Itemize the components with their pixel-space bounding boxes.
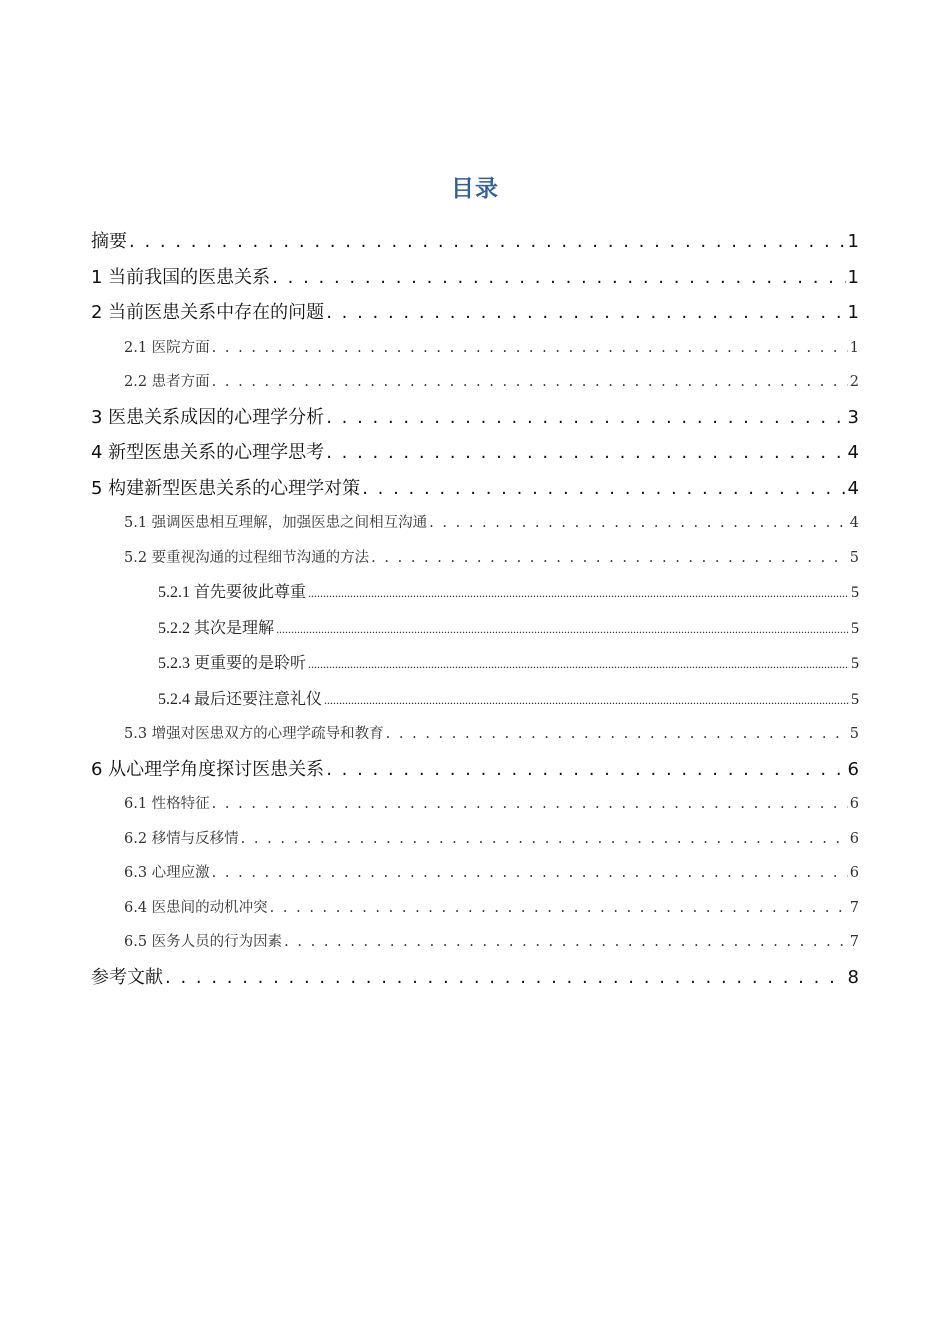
- toc-entry-subsection-5-2-4[interactable]: [91, 682, 859, 718]
- toc-entry-section-5-3[interactable]: [91, 717, 859, 752]
- toc-page-number: 2: [849, 374, 859, 390]
- dot-leader: [270, 891, 848, 926]
- toc-entry-label: 6.3 心理应激: [124, 865, 210, 881]
- toc-page-number: 5: [851, 655, 859, 672]
- table-of-contents: [91, 224, 859, 995]
- toc-entry-section-6-1[interactable]: [91, 787, 859, 822]
- toc-entry-subsection-5-2-2[interactable]: [91, 611, 859, 647]
- toc-entry-section-6-3[interactable]: [91, 856, 859, 891]
- dot-leader: [362, 471, 845, 507]
- toc-entry-abstract[interactable]: [91, 224, 859, 260]
- dot-leader: [212, 331, 848, 366]
- toc-entry-section-5-1[interactable]: [91, 506, 859, 541]
- toc-page-number: 4: [847, 477, 859, 499]
- toc-entry-label: 6.2 移情与反移情: [124, 830, 239, 847]
- toc-page-number: 1: [847, 266, 859, 288]
- toc-entry-label: 6 从心理学角度探讨医患关系: [91, 758, 325, 780]
- dot-leader: [326, 400, 845, 436]
- toc-entry-label: 5.2.4 最后还要注意礼仪: [158, 690, 323, 708]
- toc-entry-chapter-5[interactable]: [91, 471, 859, 507]
- toc-entry-label: 5.1 强调医患相互理解，加强医患之间相互沟通: [124, 515, 428, 531]
- dot-leader: [308, 646, 849, 682]
- toc-entry-label: 参考文献: [91, 966, 163, 988]
- dot-leader: [212, 787, 848, 822]
- dot-leader: [324, 682, 849, 718]
- dot-leader: [212, 365, 848, 400]
- toc-entry-label: 2 当前医患关系中存在的问题: [91, 302, 325, 323]
- toc-entry-label: 6.5 医务人员的行为因素: [124, 934, 283, 950]
- toc-entry-label: 3 医患关系成因的心理学分析: [91, 406, 325, 428]
- toc-page-number: 7: [849, 899, 859, 916]
- dot-leader: [386, 717, 848, 752]
- toc-entry-chapter-6[interactable]: [91, 752, 859, 788]
- toc-entry-label: 5.2.1 首先要彼此尊重: [158, 584, 307, 601]
- toc-entry-chapter-3[interactable]: [91, 400, 859, 436]
- toc-page-number: 4: [847, 442, 859, 463]
- toc-entry-label: 6.4 医患间的动机冲突: [124, 899, 268, 916]
- toc-page-number: 5: [849, 549, 859, 566]
- dot-leader: [129, 224, 846, 260]
- toc-entry-section-5-2[interactable]: [91, 541, 859, 576]
- dot-leader: [284, 925, 848, 960]
- dot-leader: [326, 752, 845, 788]
- toc-page-number: 8: [847, 966, 859, 988]
- toc-entry-label: 5.2.3 更重要的是聆听: [158, 655, 307, 672]
- dot-leader: [429, 506, 848, 541]
- toc-page-number: 5: [851, 690, 859, 708]
- toc-page-number: 5: [851, 584, 859, 601]
- toc-entry-label: 5.3 增强对医患双方的心理学疏导和教育: [124, 726, 384, 742]
- toc-entry-section-6-4[interactable]: [91, 891, 859, 926]
- toc-entry-label: 摘要: [91, 231, 127, 252]
- toc-page-number: 1: [849, 339, 859, 356]
- dot-leader: [165, 960, 846, 996]
- toc-entry-references[interactable]: [91, 960, 859, 996]
- toc-entry-chapter-4[interactable]: [91, 435, 859, 471]
- toc-page-number: 4: [849, 515, 859, 531]
- toc-entry-label: 5.2 要重视沟通的过程细节沟通的方法: [124, 549, 370, 566]
- toc-entry-label: 2.1 医院方面: [124, 339, 210, 356]
- dot-leader: [241, 822, 848, 857]
- toc-page-number: 3: [847, 406, 859, 428]
- toc-entry-subsection-5-2-1[interactable]: [91, 575, 859, 611]
- dot-leader: [308, 575, 849, 611]
- toc-page-number: 1: [847, 231, 859, 252]
- toc-entry-chapter-2[interactable]: [91, 295, 859, 331]
- toc-entry-label: 4 新型医患关系的心理学思考: [91, 442, 325, 463]
- toc-page-number: 5: [851, 619, 859, 637]
- toc-entry-section-2-2[interactable]: [91, 365, 859, 400]
- toc-entry-label: 1 当前我国的医患关系: [91, 266, 271, 288]
- toc-entry-section-6-5[interactable]: [91, 925, 859, 960]
- toc-page-number: 6: [847, 758, 859, 780]
- toc-entry-section-6-2[interactable]: [91, 822, 859, 857]
- dot-leader: [371, 541, 848, 576]
- dot-leader: [212, 856, 848, 891]
- toc-page-number: 1: [847, 302, 859, 323]
- dot-leader: [272, 260, 845, 296]
- dot-leader: [326, 295, 845, 331]
- toc-entry-label: 6.1 性格特征: [124, 796, 210, 812]
- toc-entry-label: 5.2.2 其次是理解: [158, 619, 275, 637]
- toc-entry-section-2-1[interactable]: [91, 331, 859, 366]
- toc-page-number: 6: [849, 865, 859, 881]
- toc-page-number: 5: [849, 726, 859, 742]
- dot-leader: [326, 435, 845, 471]
- toc-entry-label: 2.2 患者方面: [124, 374, 210, 390]
- toc-entry-chapter-1[interactable]: [91, 260, 859, 296]
- toc-entry-label: 5 构建新型医患关系的心理学对策: [91, 477, 361, 499]
- toc-page-number: 7: [849, 934, 859, 950]
- toc-page-number: 6: [849, 830, 859, 847]
- toc-entry-subsection-5-2-3[interactable]: [91, 646, 859, 682]
- toc-page-number: 6: [849, 796, 859, 812]
- dot-leader: [276, 611, 849, 647]
- toc-title: 目录: [451, 176, 499, 202]
